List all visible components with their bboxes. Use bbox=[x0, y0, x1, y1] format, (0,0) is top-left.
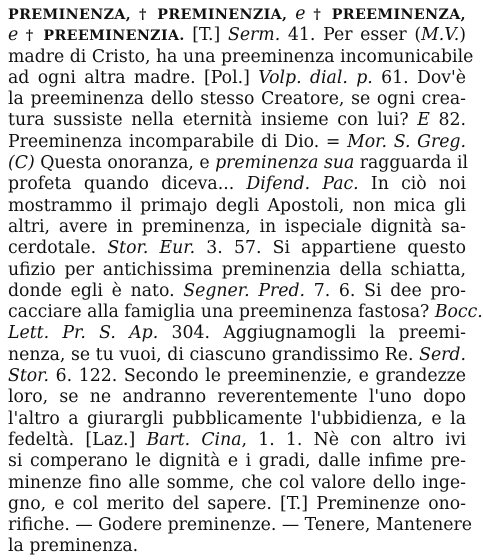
text-run: donde egli è nato. bbox=[8, 280, 184, 301]
text-run: rifiche. — Godere preminenze. — Tenere, Mantenere bbox=[8, 515, 473, 536]
text-run: l'altro a giurargli pubblicamente l'ubbidienza, e la bbox=[8, 408, 466, 429]
citation-italic: M.V. bbox=[421, 25, 460, 46]
text-line bbox=[8, 536, 466, 557]
text-run: la preminenza. bbox=[8, 536, 139, 557]
text-line bbox=[8, 451, 466, 472]
citation-italic: Volp. dial. p. bbox=[258, 67, 373, 88]
entry-headword-line bbox=[8, 4, 466, 25]
text-run: minenze fino alle somme, che col valore dello inge- bbox=[8, 472, 466, 493]
text-line bbox=[8, 515, 473, 536]
text-run: la preeminenza dello stesso Creatore, se ogni crea- bbox=[8, 89, 466, 110]
text-run: Questa onoranza, e bbox=[34, 153, 216, 174]
citation-italic: Difend. Pac. bbox=[246, 174, 359, 195]
text-run: madre di Cristo, ha una preeminenza incomunicabile bbox=[8, 46, 474, 67]
citation-italic: Stor. Eur. bbox=[107, 238, 196, 259]
text-run: 304. Aggiugnamogli la preemi- bbox=[158, 323, 466, 344]
citation-italic: e bbox=[8, 25, 19, 46]
text-run: ufizio per antichissima preminenzia della schiatta, bbox=[8, 259, 466, 280]
text-run: 41. Per esser ( bbox=[280, 25, 422, 46]
text-run: fedeltà. [Laz.] bbox=[8, 429, 147, 450]
text-line bbox=[8, 409, 466, 430]
citation-italic: Serm. bbox=[227, 25, 281, 46]
text-line bbox=[8, 302, 483, 323]
text-run: gno, e col merito del sapere. [T.] Preminenze ono- bbox=[8, 493, 466, 514]
citation-italic: Segner. Pred. bbox=[183, 280, 306, 301]
text-run: nenza, se tu vuoi, di ciascuno grandissimo Re. bbox=[8, 344, 420, 365]
text-run: 6. 122. Secondo le preeminenzie, e grandezze bbox=[49, 366, 466, 387]
text-line bbox=[8, 430, 466, 451]
text-line bbox=[8, 174, 466, 195]
text-run: 3. 57. Si appartiene questo bbox=[195, 238, 466, 259]
text-line bbox=[8, 387, 466, 408]
text-run: 61. Dov'è bbox=[372, 67, 466, 88]
citation-italic: Serd. bbox=[419, 344, 466, 365]
citation-italic: Stor. bbox=[8, 366, 50, 387]
text-line bbox=[8, 68, 466, 89]
text-run: profeta quando diceva... bbox=[8, 174, 247, 195]
text-line bbox=[8, 473, 466, 494]
text-run: loro, se ne andranno reverentemente l'uno dopo bbox=[8, 387, 466, 408]
citation-italic: e bbox=[295, 4, 306, 24]
headword: † PREEMINENZA, bbox=[305, 7, 466, 23]
text-line bbox=[8, 196, 466, 217]
citation-italic: Lett. Pr. S. Ap. bbox=[8, 323, 159, 344]
headword: PREMINENZA, † PREMINENZIA, bbox=[8, 7, 296, 23]
text-line bbox=[8, 238, 466, 259]
text-run: cacciare alla famiglia una preeminenza fastosa? bbox=[8, 302, 435, 323]
text-line bbox=[8, 132, 466, 153]
text-run: 7. 6. Si dee pro- bbox=[305, 280, 466, 301]
text-run: 82. bbox=[429, 110, 466, 131]
text-run: [T.] bbox=[192, 25, 228, 46]
text-run: tura sussiste nella eternità insieme con lui? bbox=[8, 110, 418, 131]
text-run: ) bbox=[459, 25, 466, 46]
citation-italic: Mor. S. Greg. bbox=[347, 131, 466, 152]
text-line bbox=[8, 217, 466, 238]
text-run: mostrammo il primajo degli Apostoli, non mica gli bbox=[8, 195, 466, 216]
text-line bbox=[8, 281, 466, 302]
text-line bbox=[8, 46, 474, 68]
text-line bbox=[8, 260, 466, 281]
entry-text bbox=[8, 4, 483, 558]
text-run: Preeminenza incomparabile di Dio. = bbox=[8, 131, 348, 152]
text-run: altri, avere in preminenza, in ispeciale dignità sa- bbox=[8, 216, 466, 237]
text-run: ad ogni altra madre. [Pol.] bbox=[8, 67, 259, 88]
text-line bbox=[8, 345, 466, 366]
text-line bbox=[8, 25, 466, 46]
citation-italic: Bart. Cina bbox=[146, 429, 242, 450]
text-run: ragguarda il bbox=[354, 153, 469, 174]
text-run: In ciò noi bbox=[358, 174, 466, 195]
text-line bbox=[8, 89, 466, 110]
citation-italic: E bbox=[417, 110, 430, 131]
citation-italic: (C) bbox=[8, 153, 35, 174]
text-run: , 1. 1. Nè con altro ivi bbox=[241, 429, 466, 450]
text-line bbox=[8, 323, 466, 344]
text-line bbox=[8, 153, 469, 174]
text-line bbox=[8, 494, 466, 515]
headword: † PREEMINENZIA. bbox=[18, 28, 193, 45]
citation-italic: preminenza sua bbox=[215, 153, 355, 174]
citation-italic: Bocc. bbox=[434, 302, 483, 323]
text-run: cerdotale. bbox=[8, 238, 108, 259]
text-line bbox=[8, 366, 466, 387]
text-run: si comperano le dignità e i gradi, dalle infime pre- bbox=[8, 451, 466, 472]
text-line bbox=[8, 110, 466, 131]
